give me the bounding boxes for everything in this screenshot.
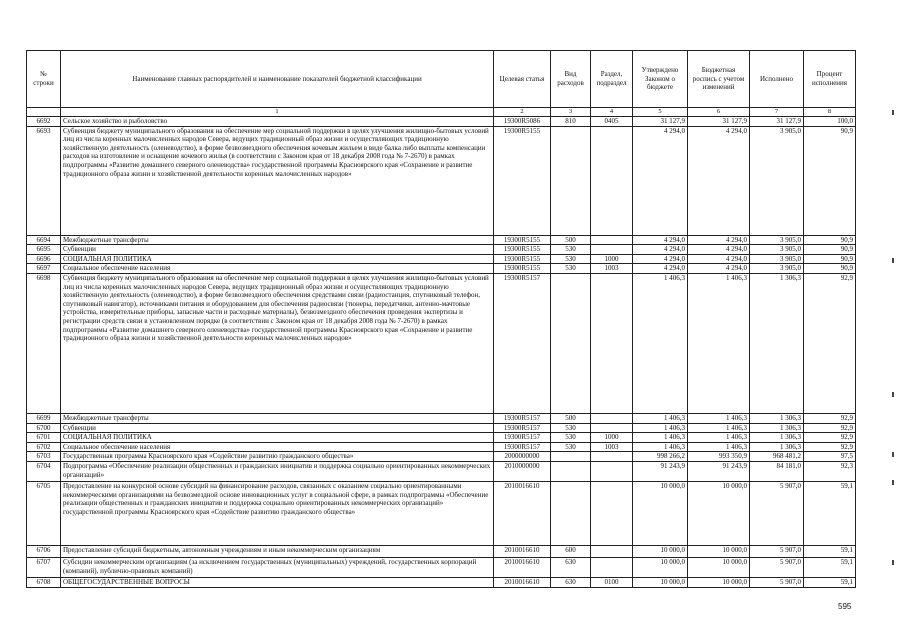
percent-cell: 92,9 <box>804 273 856 413</box>
percent-cell: 59,1 <box>804 481 856 545</box>
section-cell <box>591 273 633 413</box>
executed-cell: 5 907,0 <box>750 577 804 587</box>
approved-cell: 998 266,2 <box>633 452 688 462</box>
expense-type-cell: 600 <box>551 545 591 557</box>
approved-cell: 10 000,0 <box>633 557 688 577</box>
target-article-cell: 19300R5155 <box>494 235 551 245</box>
expense-type-cell: 530 <box>551 254 591 264</box>
expense-type-cell: 630 <box>551 577 591 587</box>
section-cell <box>591 235 633 245</box>
col-number: 1 <box>61 108 494 117</box>
expense-type-cell <box>551 481 591 545</box>
budget-list-cell: 10 000,0 <box>688 557 750 577</box>
target-article-cell: 19300R5157 <box>494 423 551 433</box>
row-name-cell: СОЦИАЛЬНАЯ ПОЛИТИКА <box>61 433 494 443</box>
row-name-cell: Социальное обеспечение населения <box>61 264 494 274</box>
row-name-cell: Субсидии некоммерческим организациям (за исключением государственных (муниципальных) учреждений, государственных корпораций (компаний), публично-правовых компаний) <box>61 557 494 577</box>
col-header-executed: Исполнено <box>750 51 804 108</box>
row-number-cell: 6698 <box>27 273 61 413</box>
executed-cell: 1 306,3 <box>750 413 804 423</box>
col-number: 7 <box>750 108 804 117</box>
row-number-cell: 6705 <box>27 481 61 545</box>
col-number <box>27 108 61 117</box>
row-number-cell: 6707 <box>27 557 61 577</box>
expense-type-cell: 530 <box>551 423 591 433</box>
budget-list-cell: 1 406,3 <box>688 423 750 433</box>
target-article-cell: 19300R5157 <box>494 442 551 452</box>
table-row <box>27 254 856 264</box>
table-row <box>27 545 856 557</box>
expense-type-cell: 630 <box>551 557 591 577</box>
percent-cell: 92,3 <box>804 461 856 481</box>
target-article-cell: 2010016610 <box>494 557 551 577</box>
budget-list-cell: 1 406,3 <box>688 433 750 443</box>
section-cell: 0405 <box>591 117 633 127</box>
table-row <box>27 452 856 462</box>
col-number: 4 <box>591 108 633 117</box>
section-cell <box>591 557 633 577</box>
row-number-cell: 6701 <box>27 433 61 443</box>
margin-mark <box>892 258 894 263</box>
row-number-cell: 6694 <box>27 235 61 245</box>
target-article-cell: 19300R5155 <box>494 264 551 274</box>
col-number: 2 <box>494 108 551 117</box>
row-name-cell: Субвенция бюджету муниципального образования на обеспечение мер социальной поддержки в целях улучшения жилищно-бытовых условий лиц из числа коренных малочисленных народов Севера, ведущих традиционный образ жизни и осуществляющих традиционную хозяйственную деятельность (оленеводство), в форме безвозмездного обеспечения средствами связи (радиостанция, спутниковый телефон, спутниковый навигатор), источниками питания и оборудованием для обеспечения радиосвязи (тюнеры, передатчики, антенно-мачтовые устройства, измерительные приборы, запасные части и расходные материалы), безвозмездного обеспечения проведения экспертизы и регистрации средств связи в установленном порядке (в соответствии с Законом края от 18 декабря 2008 года № 7-2670) в рамках подпрограммы «Развитие домашнего северного оленеводства» государственной программы Красноярского края «Сохранение и развитие традиционного образа жизни и хозяйственной деятельности коренных малочисленных народов» <box>61 273 494 413</box>
budget-list-cell: 10 000,0 <box>688 481 750 545</box>
target-article-cell: 2010016610 <box>494 481 551 545</box>
row-number-cell: 6692 <box>27 117 61 127</box>
percent-cell: 90,9 <box>804 254 856 264</box>
expense-type-cell: 810 <box>551 117 591 127</box>
percent-cell: 100,0 <box>804 117 856 127</box>
row-name-cell: Межбюджетные трансферты <box>61 235 494 245</box>
approved-cell: 1 406,3 <box>633 413 688 423</box>
row-number-cell: 6697 <box>27 264 61 274</box>
col-header-expense-type: Вид расходов <box>551 51 591 108</box>
section-cell: 1003 <box>591 264 633 274</box>
budget-list-cell: 993 350,9 <box>688 452 750 462</box>
table-body <box>27 117 856 588</box>
expense-type-cell <box>551 461 591 481</box>
target-article-cell: 19300R5086 <box>494 117 551 127</box>
section-cell: 1000 <box>591 254 633 264</box>
approved-cell: 4 294,0 <box>633 126 688 235</box>
table-row <box>27 577 856 587</box>
row-number-cell: 6708 <box>27 577 61 587</box>
table-row <box>27 264 856 274</box>
executed-cell: 968 481,2 <box>750 452 804 462</box>
budget-list-cell: 10 000,0 <box>688 577 750 587</box>
expense-type-cell: 530 <box>551 442 591 452</box>
margin-mark <box>892 392 894 397</box>
section-cell: 1003 <box>591 442 633 452</box>
budget-list-cell: 91 243,9 <box>688 461 750 481</box>
target-article-cell: 2010000000 <box>494 461 551 481</box>
percent-cell: 59,1 <box>804 545 856 557</box>
header-row <box>27 51 856 108</box>
row-name-cell: Межбюджетные трансферты <box>61 413 494 423</box>
percent-cell: 59,1 <box>804 557 856 577</box>
budget-list-cell: 4 294,0 <box>688 245 750 255</box>
row-name-cell: СОЦИАЛЬНАЯ ПОЛИТИКА <box>61 254 494 264</box>
approved-cell: 4 294,0 <box>633 235 688 245</box>
row-name-cell: ОБЩЕГОСУДАРСТВЕННЫЕ ВОПРОСЫ <box>61 577 494 587</box>
col-header-budget-list: Бюджетная роспись с учетом изменений <box>688 51 750 108</box>
target-article-cell: 19300R5155 <box>494 126 551 235</box>
target-article-cell: 19300R5157 <box>494 413 551 423</box>
row-name-cell: Предоставление на конкурсной основе субсидий на финансирование расходов, связанных с оказанием социально ориентированными некоммерческими организациями на безвозмездной основе инновационных услуг в социальной сфере, в рамках подпрограммы «Обеспечение реализации общественных и гражданских инициатив и поддержка социально ориентированных некоммерческих организаций» государственной программы Красноярского края «Содействие развитию гражданского общества» <box>61 481 494 545</box>
budget-list-cell: 4 294,0 <box>688 254 750 264</box>
col-header-row-number: № строки <box>27 51 61 108</box>
approved-cell: 1 406,3 <box>633 433 688 443</box>
row-name-cell: Государственная программа Красноярского края «Содействие развитию гражданского общества» <box>61 452 494 462</box>
expense-type-cell: 500 <box>551 235 591 245</box>
col-number: 6 <box>688 108 750 117</box>
executed-cell: 5 907,0 <box>750 545 804 557</box>
approved-cell: 4 294,0 <box>633 254 688 264</box>
target-article-cell: 19300R5157 <box>494 273 551 413</box>
section-cell <box>591 545 633 557</box>
approved-cell: 4 294,0 <box>633 245 688 255</box>
target-article-cell: 19300R5155 <box>494 245 551 255</box>
approved-cell: 1 406,3 <box>633 273 688 413</box>
expense-type-cell <box>551 452 591 462</box>
table-row <box>27 235 856 245</box>
col-header-target-article: Целевая статья <box>494 51 551 108</box>
margin-mark <box>892 110 894 115</box>
percent-cell: 59,1 <box>804 577 856 587</box>
expense-type-cell <box>551 273 591 413</box>
row-number-cell: 6696 <box>27 254 61 264</box>
margin-mark <box>892 452 894 457</box>
budget-list-cell: 31 127,9 <box>688 117 750 127</box>
col-header-name: Наименование главных распорядителей и наименование показателей бюджетной классификации <box>61 51 494 108</box>
percent-cell: 92,9 <box>804 433 856 443</box>
row-name-cell: Сельское хозяйство и рыболовство <box>61 117 494 127</box>
row-number-cell: 6700 <box>27 423 61 433</box>
percent-cell: 90,9 <box>804 245 856 255</box>
table-row <box>27 433 856 443</box>
executed-cell: 84 181,0 <box>750 461 804 481</box>
table-row <box>27 423 856 433</box>
col-header-approved: Утверждено Законом о бюджете <box>633 51 688 108</box>
executed-cell: 3 905,0 <box>750 235 804 245</box>
percent-cell: 92,9 <box>804 442 856 452</box>
row-number-cell: 6699 <box>27 413 61 423</box>
executed-cell: 3 905,0 <box>750 245 804 255</box>
row-name-cell: Субвенция бюджету муниципального образования на обеспечение мер социальной поддержки в целях улучшения жилищно-бытовых условий лиц из числа коренных малочисленных народов Севера, ведущих традиционный образ жизни и осуществляющих традиционную хозяйственную деятельность (оленеводство), в форме безвозмездного обеспечения кочевым жильем в виде балка либо выплаты компенсации расходов на изготовление и оснащение кочевого жилья (в соответствии с Законом края от 18 декабря 2008 года № 7-2670) в рамках подпрограммы «Развитие домашнего северного оленеводства» государственной программы Красноярского края «Сохранение и развитие традиционного образа жизни и хозяйственной деятельности коренных малочисленных народов» <box>61 126 494 235</box>
row-name-cell: Субвенции <box>61 245 494 255</box>
budget-list-cell: 4 294,0 <box>688 235 750 245</box>
percent-cell: 90,9 <box>804 235 856 245</box>
executed-cell: 5 907,0 <box>750 557 804 577</box>
row-number-cell: 6695 <box>27 245 61 255</box>
row-name-cell: Предоставление субсидий бюджетным, автономным учреждениям и иным некоммерческим организациям <box>61 545 494 557</box>
row-number-cell: 6704 <box>27 461 61 481</box>
approved-cell: 10 000,0 <box>633 481 688 545</box>
row-number-cell: 6693 <box>27 126 61 235</box>
approved-cell: 4 294,0 <box>633 264 688 274</box>
col-header-percent: Процент исполнения <box>804 51 856 108</box>
approved-cell: 1 406,3 <box>633 423 688 433</box>
section-cell: 1000 <box>591 433 633 443</box>
budget-table <box>26 50 856 588</box>
budget-list-cell: 1 406,3 <box>688 442 750 452</box>
budget-list-cell: 1 406,3 <box>688 413 750 423</box>
approved-cell: 10 000,0 <box>633 545 688 557</box>
table-row <box>27 245 856 255</box>
target-article-cell: 2010016610 <box>494 577 551 587</box>
expense-type-cell: 530 <box>551 264 591 274</box>
executed-cell: 1 306,3 <box>750 423 804 433</box>
margin-mark <box>892 560 894 565</box>
budget-list-cell: 1 406,3 <box>688 273 750 413</box>
row-number-cell: 6703 <box>27 452 61 462</box>
expense-type-cell: 530 <box>551 433 591 443</box>
approved-cell: 10 000,0 <box>633 577 688 587</box>
percent-cell: 92,9 <box>804 413 856 423</box>
budget-list-cell: 4 294,0 <box>688 264 750 274</box>
row-name-cell: Социальное обеспечение населения <box>61 442 494 452</box>
row-number-cell: 6706 <box>27 545 61 557</box>
section-cell <box>591 461 633 481</box>
col-number: 3 <box>551 108 591 117</box>
percent-cell: 92,9 <box>804 423 856 433</box>
executed-cell: 1 306,3 <box>750 273 804 413</box>
row-name-cell: Подпрограмма «Обеспечение реализации общественных и гражданских инициатив и поддержка социально ориентированных некоммерческих организаций» <box>61 461 494 481</box>
section-cell <box>591 423 633 433</box>
executed-cell: 3 905,0 <box>750 126 804 235</box>
margin-mark <box>892 480 894 485</box>
column-number-row <box>27 108 856 117</box>
target-article-cell: 2000000000 <box>494 452 551 462</box>
percent-cell: 90,9 <box>804 264 856 274</box>
executed-cell: 5 907,0 <box>750 481 804 545</box>
target-article-cell: 19300R5155 <box>494 254 551 264</box>
col-number: 5 <box>633 108 688 117</box>
percent-cell: 97,5 <box>804 452 856 462</box>
executed-cell: 31 127,9 <box>750 117 804 127</box>
col-number: 8 <box>804 108 856 117</box>
table-row <box>27 481 856 545</box>
table-row <box>27 117 856 127</box>
budget-list-cell: 10 000,0 <box>688 545 750 557</box>
executed-cell: 1 306,3 <box>750 433 804 443</box>
col-header-section: Раздел, подраздел <box>591 51 633 108</box>
budget-list-cell: 4 294,0 <box>688 126 750 235</box>
section-cell <box>591 452 633 462</box>
page-number: 595 <box>838 602 852 611</box>
table-row <box>27 461 856 481</box>
executed-cell: 3 905,0 <box>750 254 804 264</box>
executed-cell: 3 905,0 <box>750 264 804 274</box>
section-cell: 0100 <box>591 577 633 587</box>
section-cell <box>591 126 633 235</box>
section-cell <box>591 413 633 423</box>
table-row <box>27 557 856 577</box>
expense-type-cell: 500 <box>551 413 591 423</box>
table-row <box>27 273 856 413</box>
expense-type-cell: 530 <box>551 245 591 255</box>
row-number-cell: 6702 <box>27 442 61 452</box>
target-article-cell: 2010016610 <box>494 545 551 557</box>
approved-cell: 91 243,9 <box>633 461 688 481</box>
section-cell <box>591 245 633 255</box>
table-row <box>27 126 856 235</box>
section-cell <box>591 481 633 545</box>
expense-type-cell <box>551 126 591 235</box>
table-row <box>27 413 856 423</box>
table-row <box>27 442 856 452</box>
approved-cell: 31 127,9 <box>633 117 688 127</box>
row-name-cell: Субвенции <box>61 423 494 433</box>
approved-cell: 1 406,3 <box>633 442 688 452</box>
target-article-cell: 19300R5157 <box>494 433 551 443</box>
executed-cell: 1 306,3 <box>750 442 804 452</box>
percent-cell: 90,9 <box>804 126 856 235</box>
